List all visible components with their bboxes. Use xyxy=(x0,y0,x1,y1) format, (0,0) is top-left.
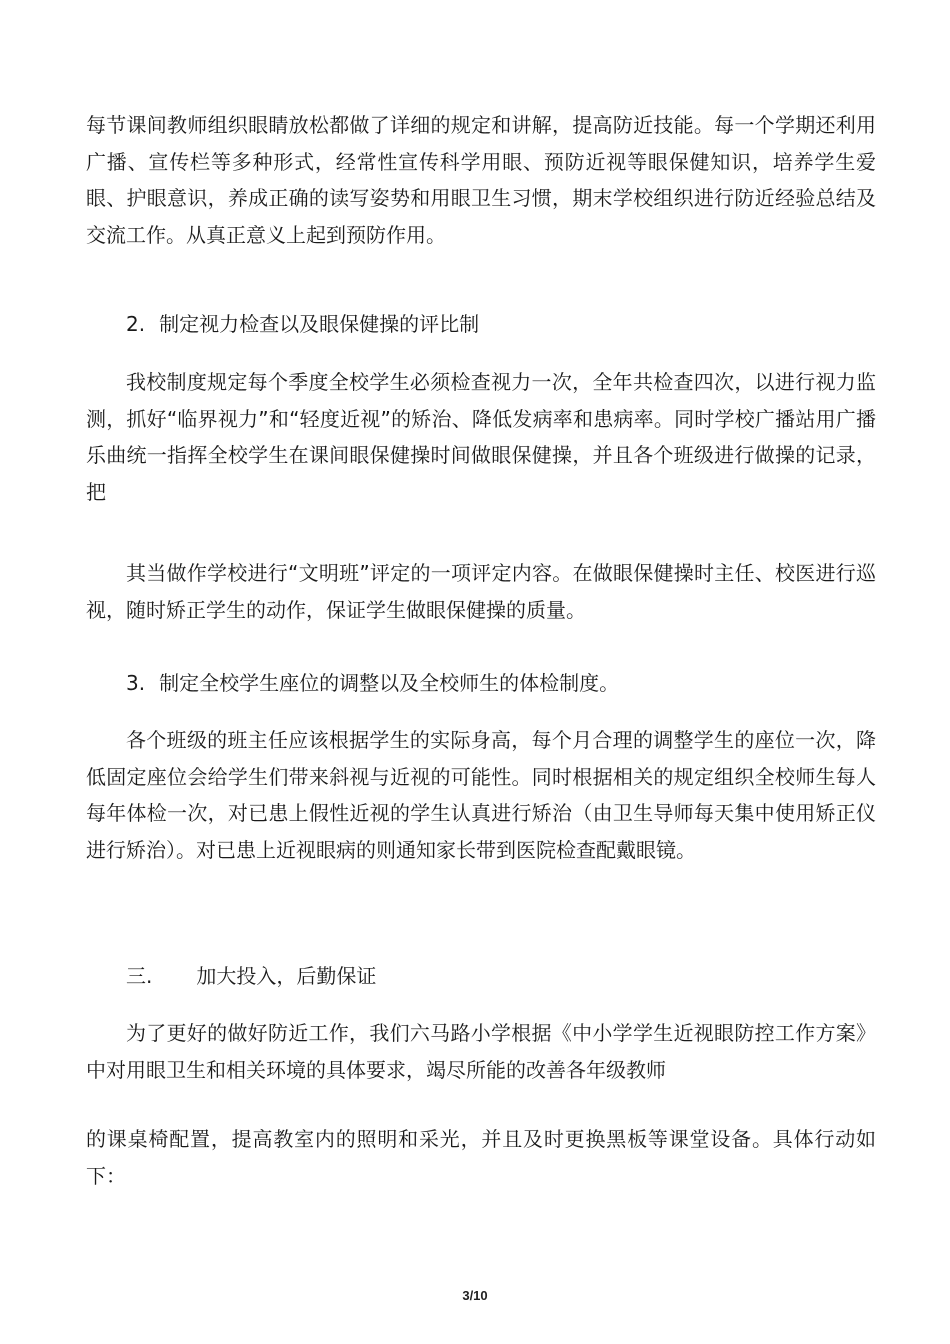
body-paragraph: 我校制度规定每个季度全校学生必须检查视力一次，全年共检查四次，以进行视力监测，抓好“临界视力”和“轻度近视”的矫治、降低发病率和患病率。同时学校广播站用广播乐曲统一指挥全校学生在课间眼保健操时间做眼保健操，并且各个班级进行做操的记录，把 xyxy=(86,370,876,504)
heading-number: 三. xyxy=(126,964,153,988)
heading-text: 制定视力检查以及眼保健操的评比制 xyxy=(159,312,480,336)
section-heading xyxy=(126,306,479,342)
page-number: 3/10 xyxy=(462,1288,488,1303)
body-paragraph: 各个班级的班主任应该根据学生的实际身高，每个月合理的调整学生的座位一次，降低固定座位会给学生们带来斜视与近视的可能性。同时根据相关的规定组织全校师生每人每年体检一次，对已患上假性近视的学生认真进行矫治（由卫生导师每天集中使用矫正仪进行矫治）。对已患上近视眼病的则通知家长带到医院检查配戴眼镜。 xyxy=(86,728,876,862)
section-heading xyxy=(126,958,376,994)
body-paragraph: 其当做作学校进行“文明班”评定的一项评定内容。在做眼保健操时主任、校医进行巡视，随时矫正学生的动作，保证学生做眼保健操的质量。 xyxy=(86,561,876,622)
heading-text: 加大投入，后勤保证 xyxy=(196,964,377,988)
section-heading xyxy=(126,665,619,701)
body-paragraph: 的课桌椅配置，提高教室内的照明和采光，并且及时更换黑板等课堂设备。具体行动如下： xyxy=(86,1127,876,1188)
heading-text: 制定全校学生座位的调整以及全校师生的体检制度。 xyxy=(159,671,620,695)
heading-number: 3. xyxy=(126,671,146,695)
body-paragraph: 每节课间教师组织眼睛放松都做了详细的规定和讲解，提高防近技能。每一个学期还利用广播、宣传栏等多种形式，经常性宣传科学用眼、预防近视等眼保健知识，培养学生爱眼、护眼意识，养成正确的读写姿势和用眼卫生习惯，期末学校组织进行防近经验总结及交流工作。从真正意义上起到预防作用。 xyxy=(86,113,876,247)
heading-number: 2. xyxy=(126,312,146,336)
body-paragraph: 为了更好的做好防近工作，我们六马路小学根据《中小学学生近视眼防控工作方案》中对用眼卫生和相关环境的具体要求，竭尽所能的改善各年级教师 xyxy=(86,1021,876,1082)
